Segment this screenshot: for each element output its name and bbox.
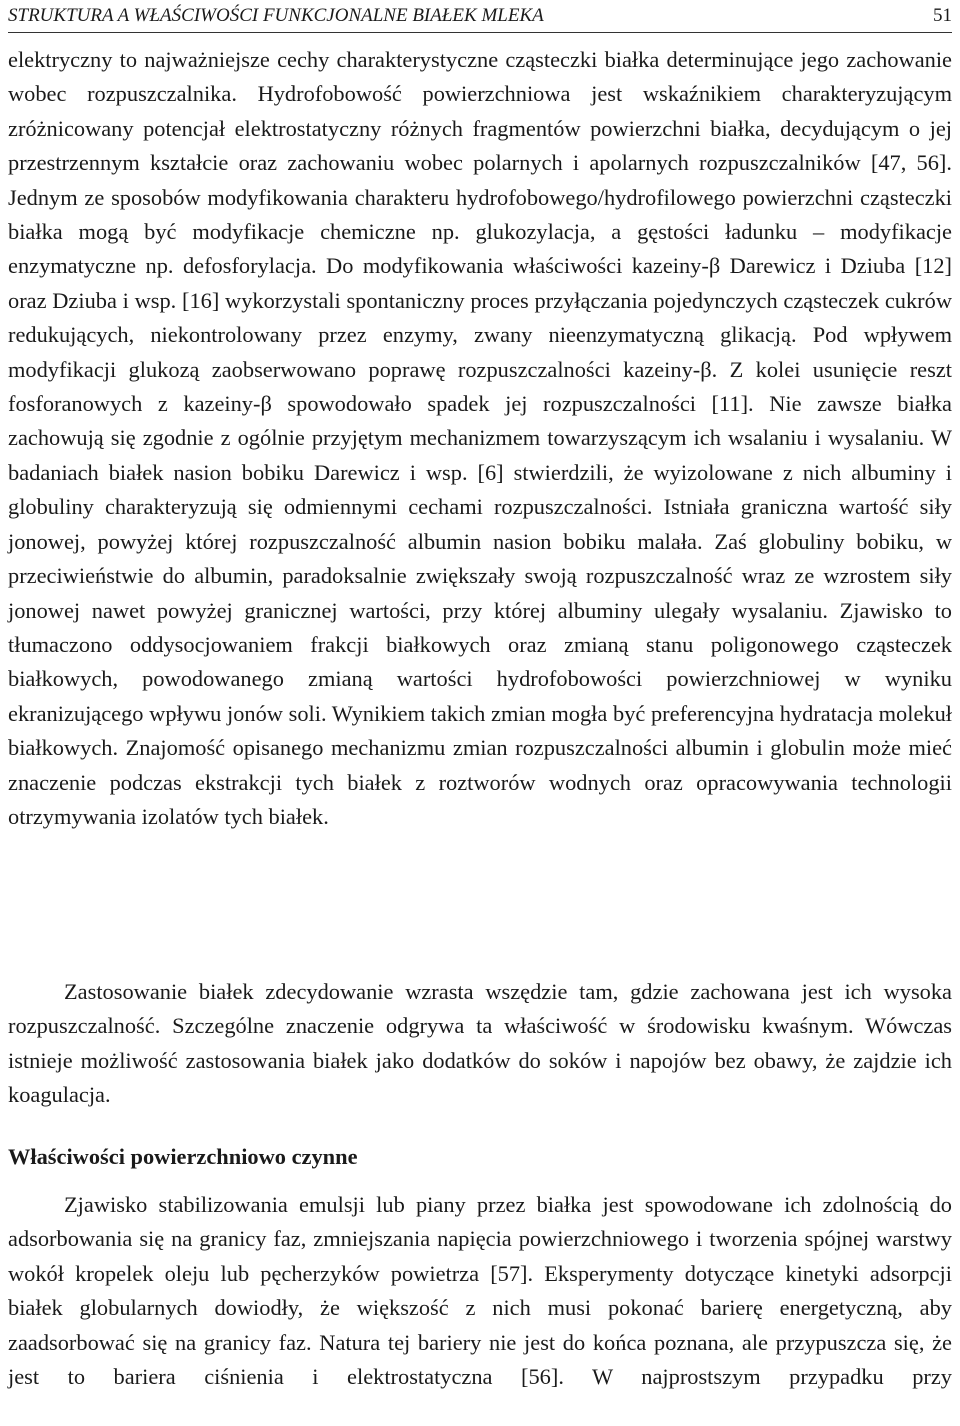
running-title: STRUKTURA A WŁAŚCIWOŚCI FUNKCJONALNE BIAŁEK MLEKA [8, 5, 544, 26]
page-number: 51 [933, 5, 952, 26]
body-paragraph-3: Zjawisko stabilizowania emulsji lub piany przez białka jest spowodowane ich zdolnością do adsorbowania się na granicy faz, zmniejszania napięcia powierzchniowego i tworzenia spójnej warstwy wokół kropelek oleju lub pęcherzyków powietrza [57]. Eksperymenty dotyczące kinetyki adsorpcji białek globularnych dowiodły, że większość z nich musi pokonać barierę energetyczną, aby zaadsorbować się na granicy faz. Natura tej bariery nie jest do końca poznana, ale przypuszcza się, że jest to bariera ciśnienia i elektrostatyczna [56]. W najprostszym przypadku przy [8, 1192, 952, 1390]
body-paragraph-1: elektryczny to najważniejsze cechy charakterystyczne cząsteczki białka determinujące jego zachowanie wobec rozpuszczalnika. Hydrofobowość powierzchniowa jest wskaźnikiem charakteryzującym zróżnicowany potencjał elektrostatyczny różnych fragmentów powierzchni białka, decydującym o jej przestrzennym kształcie oraz zachowaniu wobec polarnych i apolarnych rozpuszczalników [47, 56]. Jednym ze sposobów modyfikowania charakteru hydrofobowego/hydrofilowego powierzchni cząsteczki białka mogą być modyfikacje chemiczne np. glukozylacja, a gęstości ładunku – modyfikacje enzymatyczne np. defosforylacja. Do modyfikowania właściwości kazeiny-β Darewicz i Dziuba [12] oraz Dziuba i wsp. [16] wykorzystali spontaniczny proces przyłączania pojedynczych cząsteczek cukrów redukujących, niekontrolowany przez enzymy, zwany nieenzymatyczną glikacją. Pod wpływem modyfikacji glukozą zaobserwowano poprawę rozpuszczalności kazeiny-β. Z kolei usunięcie reszt fosforanowych z kazeiny-β spowodowało spadek jej rozpuszczalności [11]. Nie zawsze białka zachowują się zgodnie z ogólnie przyjętym mechanizmem towarzyszącym ich wsalaniu i wysalaniu. W badaniach białek nasion bobiku Darewicz i wsp. [6] stwierdzili, że wyizolowane z nich albuminy i globuliny charakteryzują się odmiennymi cechami rozpuszczalności. Istniała graniczna wartość siły jonowej, powyżej której rozpuszczalność albumin nasion bobiku malała. Zaś globuliny bobiku, w przeciwieństwie do albumin, paradoksalnie zwiększały swoją rozpuszczalność wraz ze wzrostem siły jonowej nawet powyżej granicznej wartości, przy której albuminy ulegały wysalaniu. Zjawisko to tłumaczono oddysocjowaniem frakcji białkowych oraz zmianą stanu poligonowego cząsteczek białkowych, powodowanego zmianą wartości hydrofobowości powierzchniowej w wyniku ekranizującego wpływu jonów soli. Wynikiem takich zmian mogła być preferencyjna hydratacja molekuł białkowych. Znajomość opisanego mechanizmu zmian rozpuszczalności albumin i globulin może mieć znaczenie podczas ekstrakcji tych białek z roztworów wodnych oraz opracowywania technologii otrzymywania izolatów tych białek. [8, 47, 952, 829]
running-header [8, 4, 952, 30]
header-rule [8, 32, 952, 33]
section-heading: Właściwości powierzchniowo czynne [8, 1144, 358, 1169]
body-paragraph-2: Zastosowanie białek zdecydowanie wzrasta wszędzie tam, gdzie zachowana jest ich wysoka rozpuszczalność. Szczególne znaczenie odgrywa ta właściwość w środowisku kwaśnym. Wówczas istnieje możliwość zastosowania białek jako dodatków do soków i napojów bez obawy, że zajdzie ich koagulacja. [8, 979, 952, 1108]
